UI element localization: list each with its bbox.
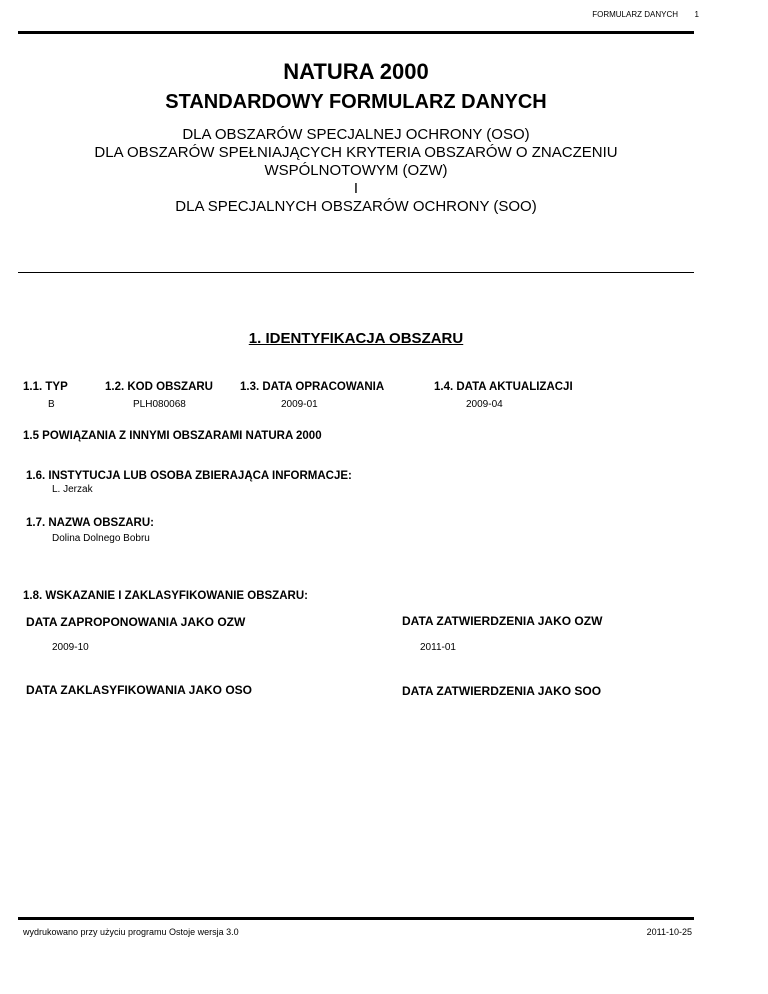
doc-subtitle: STANDARDOWY FORMULARZ DANYCH	[165, 91, 547, 113]
typ-label: 1.1. TYP	[23, 381, 68, 393]
doc-line-5: DLA SPECJALNYCH OBSZARÓW OCHRONY (SOO)	[175, 198, 537, 215]
kod-value: PLH080068	[133, 399, 186, 410]
nazwa-label: 1.7. NAZWA OBSZARU:	[26, 517, 154, 529]
nazwa-value: Dolina Dolnego Bobru	[52, 533, 150, 544]
data-aktualizacji-value: 2009-04	[466, 399, 503, 410]
doc-line-2: DLA OBSZARÓW SPEŁNIAJĄCYCH KRYTERIA OBSZARÓW O ZNACZENIU	[94, 144, 618, 161]
header-rule	[18, 31, 694, 34]
data-opracowania-value: 2009-01	[281, 399, 318, 410]
footer-printed-with: wydrukowano przy użyciu programu Ostoje wersja 3.0	[23, 927, 239, 937]
data-opracowania-label: 1.3. DATA OPRACOWANIA	[240, 381, 385, 393]
title-rule	[18, 272, 694, 273]
data-zatwierdzenia-ozw-value: 2011-01	[420, 642, 456, 653]
section-1-title: 1. IDENTYFIKACJA OBSZARU	[248, 330, 464, 347]
kod-label: 1.2. KOD OBSZARU	[105, 381, 213, 393]
page-number: 1	[694, 10, 699, 19]
data-aktualizacji-label: 1.4. DATA AKTUALIZACJI	[434, 381, 573, 393]
doc-line-1: DLA OBSZARÓW SPECJALNEJ OCHRONY (OSO)	[182, 126, 530, 143]
data-zaklasyfikowania-oso-label: DATA ZAKLASYFIKOWANIA JAKO OSO	[26, 683, 252, 697]
data-zatwierdzenia-soo-label: DATA ZATWIERDZENIA JAKO SOO	[402, 684, 602, 698]
instytucja-value: L. Jerzak	[52, 484, 93, 495]
doc-line-3: WSPÓLNOTOWYM (OZW)	[264, 162, 448, 179]
data-zaproponowania-label: DATA ZAPROPONOWANIA JAKO OZW	[26, 615, 246, 629]
header-title: FORMULARZ DANYCH	[592, 10, 678, 19]
instytucja-label: 1.6. INSTYTUCJA LUB OSOBA ZBIERAJĄCA INFORMACJE:	[26, 470, 352, 482]
doc-title: NATURA 2000	[283, 59, 429, 84]
wskazanie-label: 1.8. WSKAZANIE I ZAKLASYFIKOWANIE OBSZARU:	[23, 590, 308, 602]
powiazania-label: 1.5 POWIĄZANIA Z INNYMI OBSZARAMI NATURA 2000	[23, 430, 322, 442]
footer-date: 2011-10-25	[646, 927, 692, 937]
doc-line-4: I	[353, 180, 359, 197]
data-zaproponowania-value: 2009-10	[52, 642, 89, 653]
typ-value: B	[48, 399, 55, 410]
footer-rule	[18, 917, 694, 920]
data-zatwierdzenia-ozw-label: DATA ZATWIERDZENIA JAKO OZW	[402, 614, 603, 628]
